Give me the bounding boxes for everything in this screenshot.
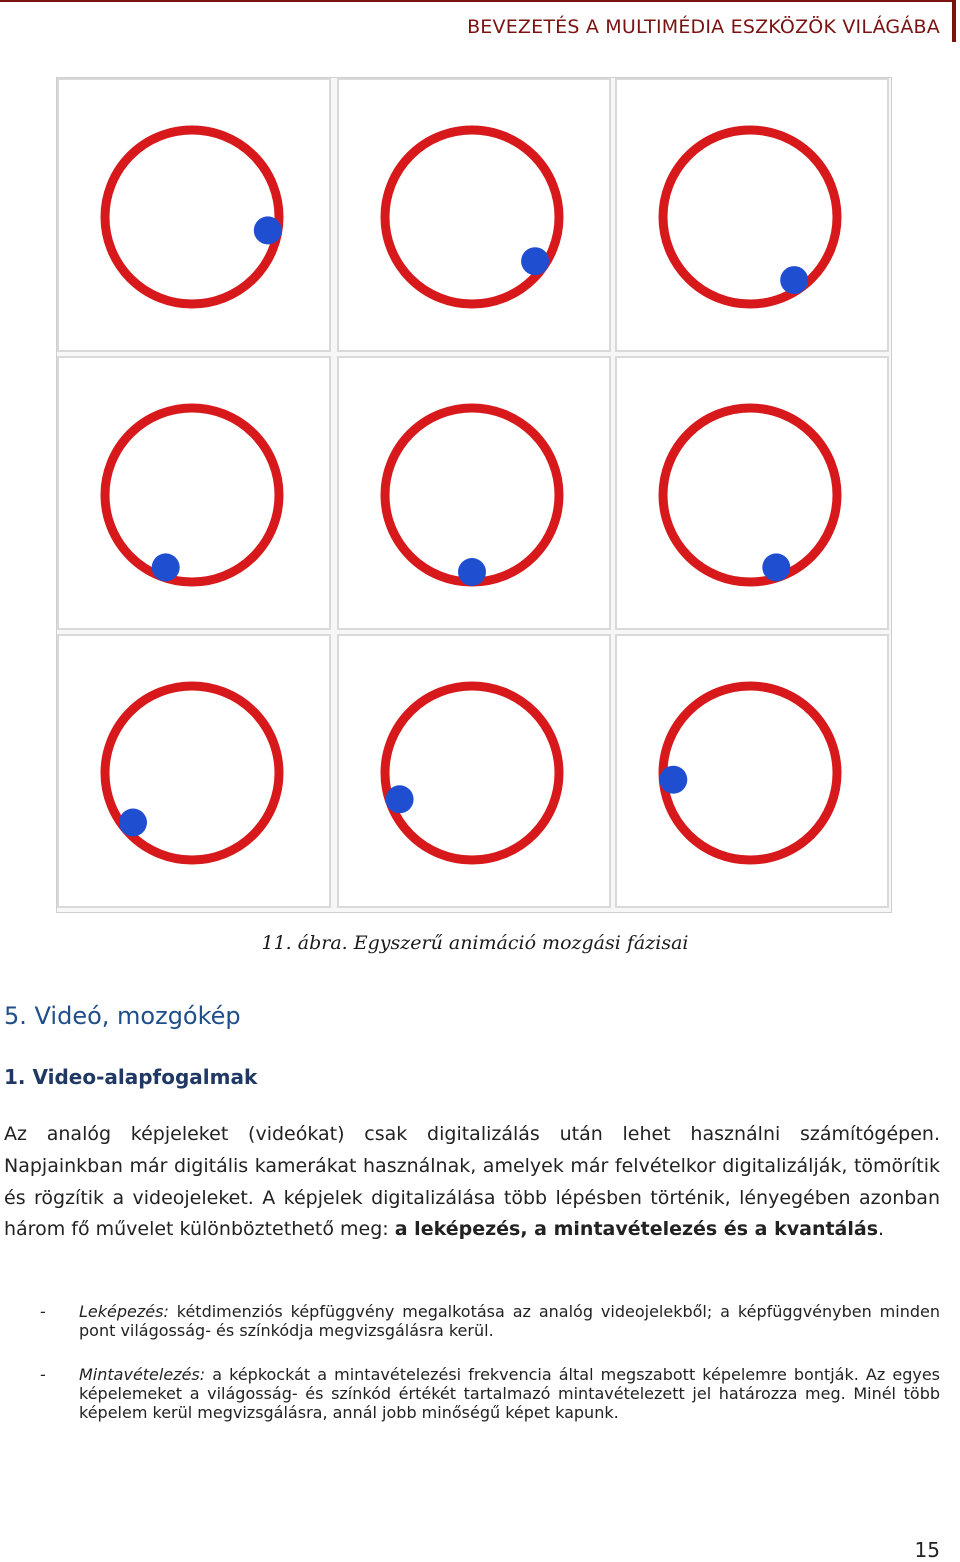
bullet-term: Mintavételezés: [79,1365,206,1384]
sub-heading: 1. Video-alapfogalmak [4,1065,258,1089]
bullet-term: Leképezés: [79,1302,169,1321]
paragraph-text: Az analóg képjeleket (videókat) csak digitalizálás után lehet használni számítógépen. Napjainkban már digitális kamerákat használnak, amelyek már felvételkor digitalizálják, tömörítik és rögzítik a videojeleket. A képjelek digitalizálása több lépésben történik, lényegében azonban három fő művelet különböztethető meg: [4,1123,940,1241]
figure-caption: 11. ábra. Egyszerű animáció mozgási fázisai [261,932,689,954]
paragraph-emphasis: a leképezés, a mintavételezés és a kvantálás [394,1218,879,1241]
bullet-description: a képkockát a mintavételezési frekvencia által megszabott képelemre bontják. Az egyes képelemeket a világosság- és színkód értékét tartalmazó mintavételezett jel határozza meg. Minél több képelem kerül megvizsgálásra, annál jobb minőségű képet kapunk. [79,1365,940,1422]
bullet-dash: - [40,1302,46,1321]
page-number: 15 [914,1538,940,1562]
paragraph-end: . [878,1218,885,1241]
running-header: BEVEZETÉS A MULTIMÉDIA ESZKÖZÖK VILÁGÁBA [467,16,940,38]
bullet-dash: - [40,1365,46,1384]
bullet-description: kétdimenziós képfüggvény megalkotása az analóg videojelekből; a képfüggvényben minden pont világosság- és színkódja megvizsgálásra kerül. [79,1302,940,1340]
section-heading: 5. Videó, mozgókép [4,1002,241,1030]
bullet-text [79,1365,940,1422]
bullet-text [79,1302,940,1340]
